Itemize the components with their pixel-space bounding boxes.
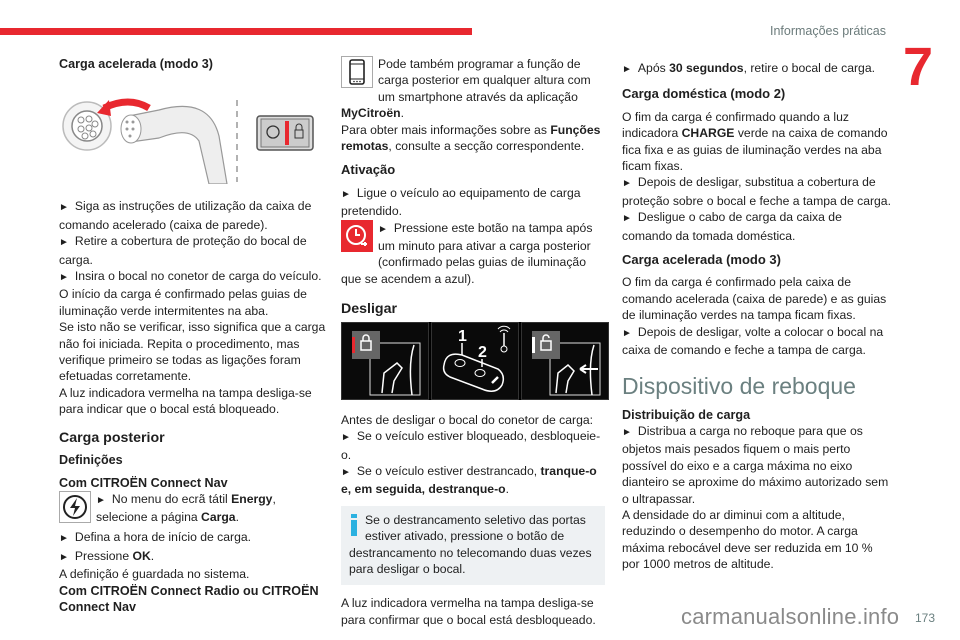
subheading-load-distribution: Distribuição de carga [622, 407, 751, 422]
arrow-bullet-icon: ► [59, 551, 69, 563]
arrow-bullet-icon: ► [622, 64, 632, 75]
step: ► Retire a cobertura de proteção do bocal de carga. [59, 234, 307, 267]
step: ► Desligue o cabo de carga da caixa de comando da tomada doméstica. [622, 210, 842, 243]
paragraph: Antes de desligar o bocal do conetor de carga: [341, 412, 594, 427]
energy-step: ► No menu do ecrã tátil Energy, selecione a página Carga. [59, 491, 327, 526]
watermark: carmanualsonline.info [681, 604, 900, 629]
arrow-bullet-icon: ► [622, 327, 632, 339]
arrow-bullet-icon: ► [96, 494, 106, 506]
plug-socket-icon [59, 86, 321, 184]
step: ► Depois de desligar, substitua a cobertura de proteção sobre o bocal e feche a tampa de carga. [622, 175, 891, 208]
step: ► Depois de desligar, volte a colocar o bocal na caixa de comando e feche a tampa de carga. [622, 324, 884, 358]
step: ► Se o veículo estiver bloqueado, desbloqueie-o. [341, 429, 601, 462]
arrow-bullet-icon: ► [622, 178, 632, 190]
header-accent-bar [0, 28, 472, 35]
section-title-towing: Dispositivo de reboque [622, 372, 856, 399]
step: ► Se o veículo estiver destrancado, tranque-o e, em seguida, destranque-o. [341, 463, 597, 497]
arrow-bullet-icon: ► [622, 426, 632, 438]
page-number: 173 [915, 611, 936, 625]
subheading-accelerated-charge: Carga acelerada (modo 3) [59, 57, 213, 71]
column-2 [341, 56, 605, 628]
chapter-number: 7 [903, 37, 934, 97]
arrow-bullet-icon: ► [341, 188, 351, 200]
paragraph: O início da carga é confirmado pelas guias de iluminação verde intermitentes na aba. [59, 287, 307, 318]
step: ► Siga as instruções de utilização da caixa de comando acelerado (caixa de parede). [59, 199, 312, 232]
subheading-accelerated-charge: Carga acelerada (modo 3) [622, 252, 781, 268]
subheading-connect-radio-nav: Com CITROËN Connect Radio ou CITROËN Connect Nav [59, 583, 319, 614]
charging-plug-illustration [59, 86, 321, 184]
arrow-bullet-icon: ► [59, 533, 69, 545]
arrow-bullet-icon: ► [622, 213, 632, 225]
svg-text:1: 1 [458, 327, 467, 345]
arrow-bullet-icon: ► [378, 223, 388, 235]
step: ► Insira o bocal no conetor de carga do veículo. [59, 268, 327, 286]
step: ► Após 30 segundos, retire o bocal de carga. [622, 60, 892, 78]
section-heading-disconnect: Desligar [341, 301, 397, 318]
paragraph: Para obter mais informações sobre as Funções remotas, consulte a secção correspondente. [341, 122, 601, 154]
info-note: Se o destrancamento seletivo das portas estiver ativado, pressione o botão de destrancamento no telecomando duas vezes para desligar o bocal. [341, 506, 605, 586]
locked-panel [341, 322, 429, 400]
smartphone-icon [341, 56, 373, 92]
arrow-bullet-icon: ► [59, 272, 69, 284]
deferred-charge-button-icon [341, 220, 373, 256]
energy-bolt-icon [59, 491, 91, 527]
subheading-activation: Ativação [341, 162, 396, 178]
key-fob-panel [431, 322, 519, 400]
step: ► Defina a hora de início de carga. [59, 529, 327, 547]
arrow-bullet-icon: ► [341, 466, 351, 478]
step: ► Pressione OK. [59, 548, 327, 566]
unlocked-panel [521, 322, 609, 400]
paragraph: O fim da carga é confirmado quando a luz indicadora CHARGE verde na caixa de comando fica fixa e as guias de iluminação verdes na aba ficam fixas. [622, 109, 888, 174]
subheading-home-charge: Carga doméstica (modo 2) [622, 86, 786, 102]
subheading-settings: Definições [59, 453, 123, 468]
paragraph: A densidade do ar diminui com a altitude, reduzindo o desempenho do motor. A carga máxima rebocável deve ser reduzida em 10 % por 1000 metros de altitude. [622, 507, 873, 572]
section-heading-deferred-charge: Carga posterior [59, 429, 165, 446]
step: ► Distribua a carga no reboque para que os objetos mais pesados fiquem o mais perto possível do eixo e a carga máxima no eixo dianteiro se aproxime do máximo autorizado sem o ultrapassar. [622, 423, 889, 506]
subheading-connect-nav: Com CITROËN Connect Nav [59, 475, 228, 490]
paragraph: A luz indicadora vermelha na tampa desliga-se para indicar que o bocal está bloqueado. [59, 385, 312, 417]
paragraph: O fim da carga é confirmado pela caixa de comando acelerada (caixa de parede) e as guias de iluminação verdes na tampa ficam fixas. [622, 275, 887, 323]
disconnect-illustration [341, 322, 605, 400]
running-title: Informações práticas [769, 24, 886, 38]
info-icon [351, 514, 357, 536]
svg-text:2: 2 [478, 343, 487, 361]
arrow-bullet-icon: ► [341, 432, 351, 444]
smartphone-paragraph: Pode também programar a função de carga posterior em qualquer altura com um smartphone através da aplicação MyCitroën. [341, 57, 591, 121]
paragraph: A luz indicadora vermelha na tampa desliga-se para confirmar que o bocal está desbloqueado. [341, 596, 596, 627]
column-1 [59, 56, 327, 617]
paragraph: A definição é guardada no sistema. [59, 567, 250, 582]
arrow-bullet-icon: ► [59, 237, 69, 249]
paragraph: Se isto não se verificar, isso significa que a carga não foi iniciada. Repita o procedimento, mas verifique primeiro se todas as ligações foram efetuadas corretamente. [59, 320, 326, 384]
column-3 [622, 56, 892, 573]
step: ► Pressione este botão na tampa após um minuto para ativar a carga posterior (confirmado pelas guias de iluminação que se acendem a azul). [341, 220, 593, 286]
step: ► Ligue o veículo ao equipamento de carga pretendido. [341, 185, 581, 219]
arrow-bullet-icon: ► [59, 202, 69, 214]
